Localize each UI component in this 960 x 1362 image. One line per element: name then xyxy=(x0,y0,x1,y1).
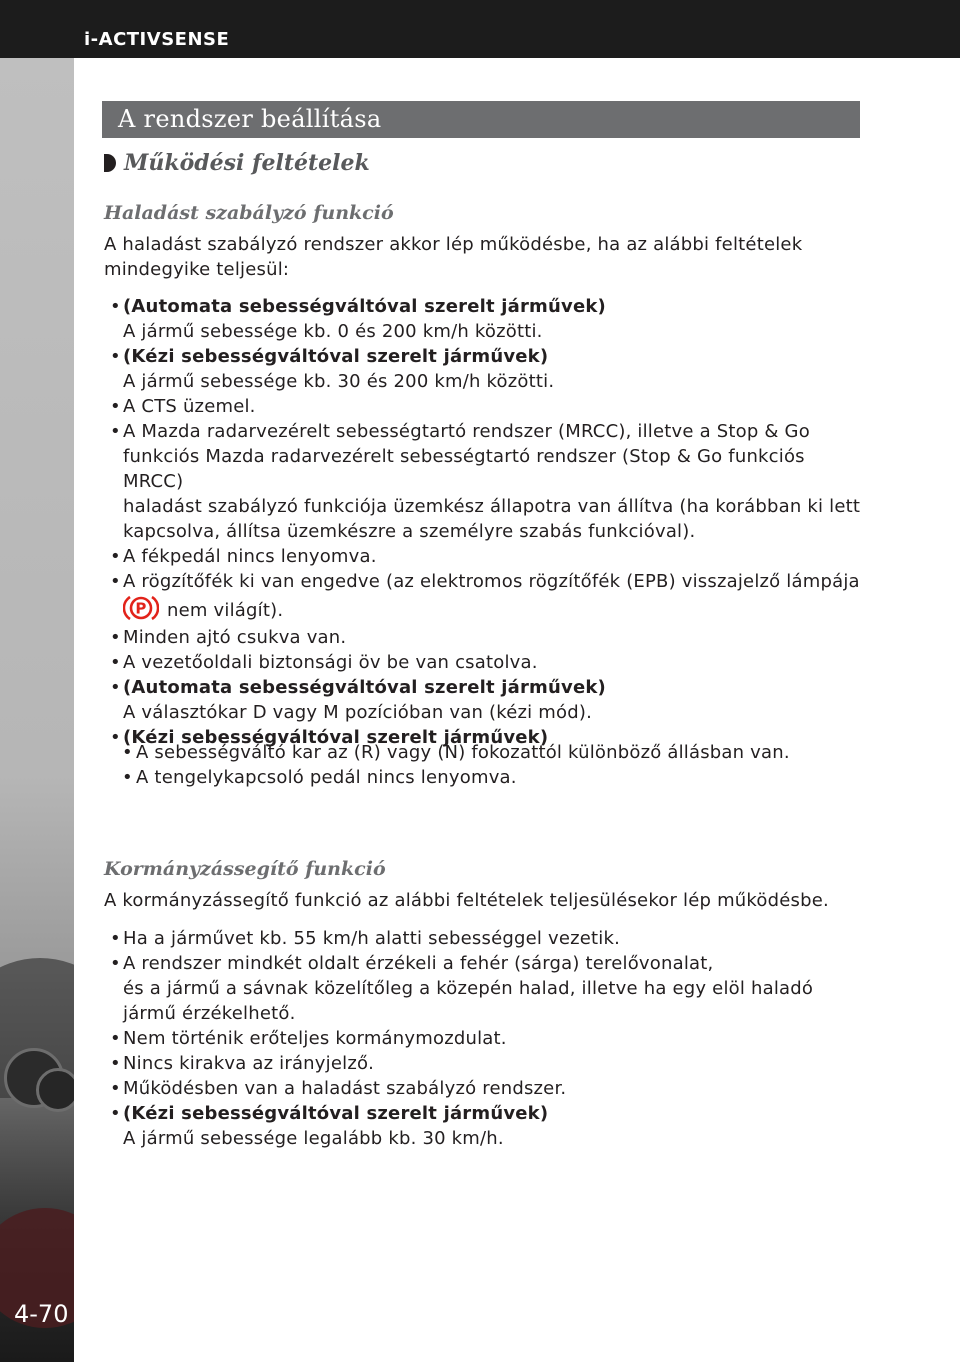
list-item-label: (Kézi sebességváltóval szerelt járművek) xyxy=(123,727,549,748)
list-item-label: (Kézi sebességváltóval szerelt járművek) xyxy=(123,346,549,367)
block1-intro xyxy=(104,232,802,282)
list-item-text: kapcsolva, állítsa üzemkészre a személyre szabás funkcióval). xyxy=(123,521,696,542)
list-item xyxy=(110,344,870,394)
sublist-item xyxy=(122,765,862,790)
list-item-text: A Mazda radarvezérelt sebességtartó rendszer (MRCC), illetve a Stop & Go xyxy=(123,421,810,442)
gauge-photo-shape-small xyxy=(36,1068,74,1112)
list-item-text: A rögzítőfék ki van engedve (az elektromos rögzítőfék (EPB) visszajelző lámpája xyxy=(123,571,860,592)
list-item xyxy=(110,1026,870,1051)
list-item-label: (Automata sebességváltóval szerelt járművek) xyxy=(123,296,606,317)
chapter-title: i-ACTIVSENSE xyxy=(84,29,230,50)
bullet-icon: • xyxy=(110,346,121,367)
list-item xyxy=(110,1051,870,1076)
block1-heading: Haladást szabályzó funkció xyxy=(104,202,394,224)
subsection-heading xyxy=(104,150,370,176)
list-item-text: és a jármű a sávnak közelítőleg a közepén halad, illetve ha egy elöl haladó xyxy=(123,978,814,999)
list-item xyxy=(110,394,870,419)
block2-heading: Kormányzássegítő funkció xyxy=(104,858,386,880)
bullet-icon: • xyxy=(110,546,121,567)
bullet-icon: • xyxy=(110,396,121,417)
side-photo-strip xyxy=(0,58,74,1362)
list-item-text: nem világít). xyxy=(167,600,284,621)
bullet-icon: • xyxy=(110,1053,121,1074)
list-item-text: jármű érzékelhető. xyxy=(123,1003,296,1024)
list-item-text: A rendszer mindkét oldalt érzékeli a fehér (sárga) terelővonalat, xyxy=(123,953,714,974)
list-item-text: A jármű sebessége kb. 30 és 200 km/h közötti. xyxy=(123,371,555,392)
bullet-icon: • xyxy=(110,571,121,592)
bullet-icon: • xyxy=(110,421,121,442)
list-item-text: haladást szabályzó funkciója üzemkész állapotra van állítva (ha korábban ki lett xyxy=(123,496,861,517)
bullet-icon: • xyxy=(110,677,121,698)
list-item xyxy=(110,650,870,675)
list-item-text: A jármű sebessége legalább kb. 30 km/h. xyxy=(123,1128,504,1149)
list-item-text: funkciós Mazda radarvezérelt sebességtartó rendszer (Stop & Go funkciós MRCC) xyxy=(123,446,805,492)
block2-intro: A kormányzássegítő funkció az alábbi feltételek teljesülésekor lép működésbe. xyxy=(104,890,829,911)
list-item xyxy=(110,625,870,650)
list-item-text: A fékpedál nincs lenyomva. xyxy=(123,546,377,567)
list-item xyxy=(110,1101,870,1151)
list-item xyxy=(110,1076,870,1101)
list-item xyxy=(110,544,870,569)
bullet-icon: • xyxy=(110,727,121,748)
bullet-icon: • xyxy=(110,627,121,648)
list-item-text: Működésben van a haladást szabályzó rendszer. xyxy=(123,1078,567,1099)
sublist-item-text: A sebességváltó kar az (R) vagy (N) fokozattól különböző állásban van. xyxy=(136,742,790,763)
list-item-text: A vezetőoldali biztonsági öv be van csatolva. xyxy=(123,652,538,673)
half-circle-marker-icon xyxy=(104,154,116,172)
list-item-text-with-icon xyxy=(123,594,870,625)
block1-conditions-list xyxy=(110,294,870,750)
page-number: 4-70 xyxy=(14,1300,69,1328)
section-title-bar xyxy=(102,101,860,138)
bullet-icon: • xyxy=(110,652,121,673)
list-item-text: A CTS üzemel. xyxy=(123,396,256,417)
block2-conditions-list xyxy=(110,926,870,1151)
list-item xyxy=(110,294,870,344)
bullet-icon: • xyxy=(110,1078,121,1099)
bullet-icon: • xyxy=(110,1028,121,1049)
svg-text:P: P xyxy=(135,599,147,618)
chapter-header-bar xyxy=(0,0,960,58)
list-item xyxy=(110,419,870,544)
bullet-icon: • xyxy=(110,296,121,317)
bullet-icon: • xyxy=(110,953,121,974)
subsection-title: Működési feltételek xyxy=(124,150,370,176)
list-item-text: Ha a járművet kb. 55 km/h alatti sebességgel vezetik. xyxy=(123,928,621,949)
list-item xyxy=(110,951,870,1026)
sublist-item xyxy=(122,740,862,765)
bullet-icon: • xyxy=(110,928,121,949)
list-item-text: Nem történik erőteljes kormánymozdulat. xyxy=(123,1028,507,1049)
block1-intro-line: mindegyike teljesül: xyxy=(104,259,290,280)
list-item-label: (Automata sebességváltóval szerelt járművek) xyxy=(123,677,606,698)
bullet-icon: • xyxy=(110,1103,121,1124)
block1-intro-line: A haladást szabályzó rendszer akkor lép működésbe, ha az alábbi feltételek xyxy=(104,234,803,255)
bullet-icon: • xyxy=(122,742,133,763)
list-item xyxy=(110,926,870,951)
list-item-text: A jármű sebessége kb. 0 és 200 km/h közötti. xyxy=(123,321,543,342)
list-item xyxy=(110,675,870,725)
sublist-item-text: A tengelykapcsoló pedál nincs lenyomva. xyxy=(136,767,517,788)
list-item-text: Minden ajtó csukva van. xyxy=(123,627,347,648)
section-title: A rendszer beállítása xyxy=(118,105,382,133)
block1-manual-sublist xyxy=(122,740,862,790)
list-item xyxy=(110,569,870,625)
parking-brake-warning-icon xyxy=(123,594,159,622)
list-item-text: Nincs kirakva az irányjelző. xyxy=(123,1053,375,1074)
list-item-text: A választókar D vagy M pozícióban van (kézi mód). xyxy=(123,702,592,723)
bullet-icon: • xyxy=(122,767,133,788)
list-item-label: (Kézi sebességváltóval szerelt járművek) xyxy=(123,1103,549,1124)
